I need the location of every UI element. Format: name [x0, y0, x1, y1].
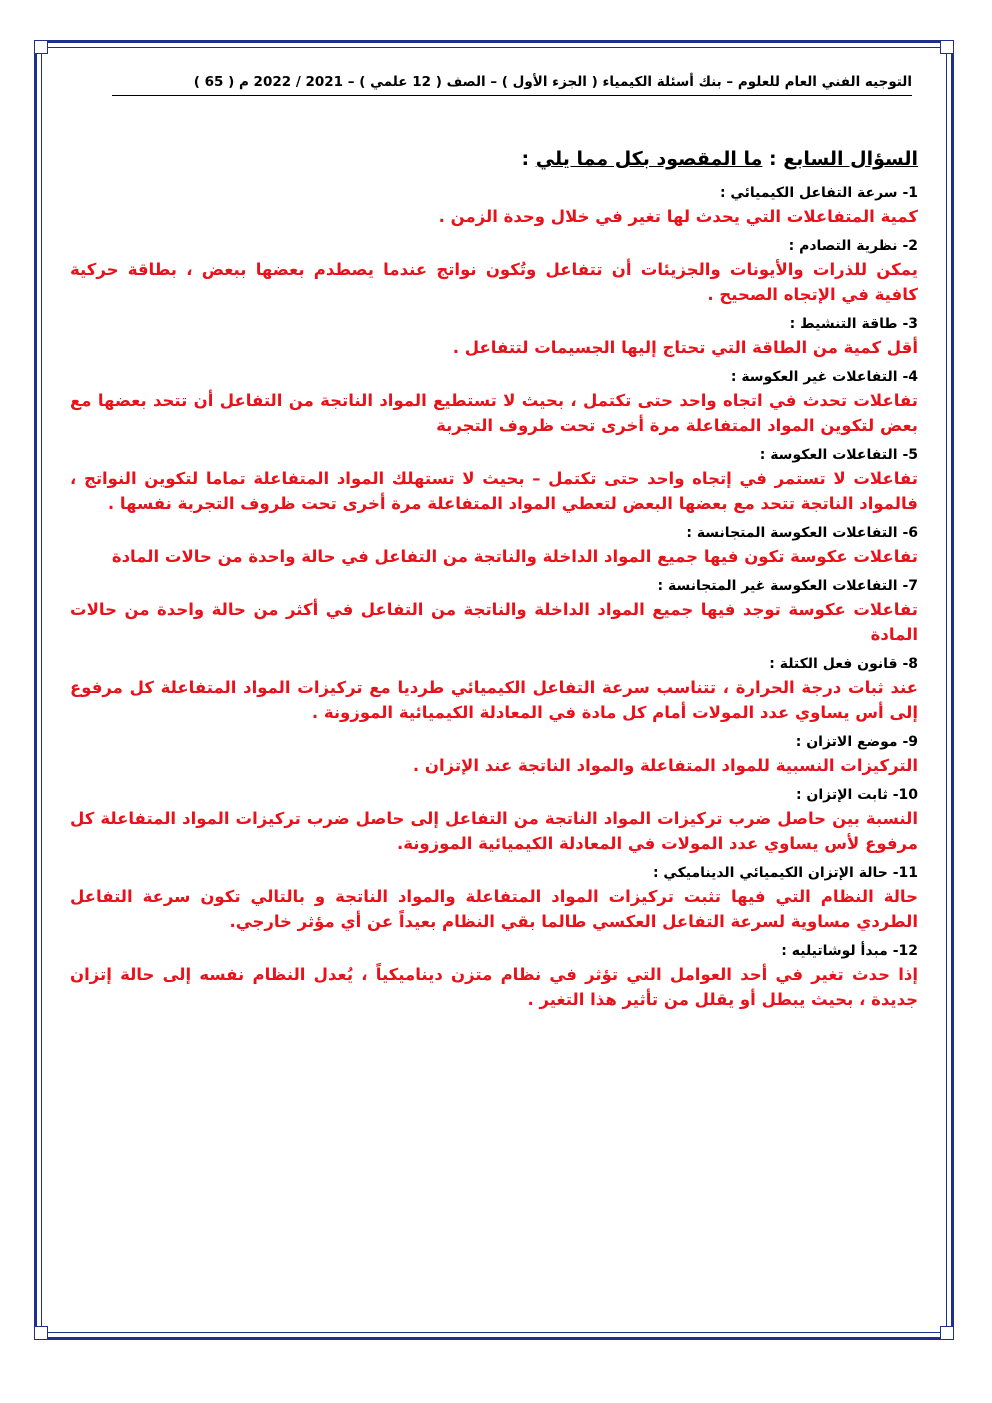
term-name: التفاعلات العكوسة غير المتجانسة: [667, 578, 898, 594]
list-item: [70, 235, 918, 307]
term-colon: :: [795, 787, 807, 803]
term-name: التفاعلات العكوسة: [770, 447, 898, 463]
term-colon: :: [769, 656, 780, 672]
term-definition: كمية المتفاعلات التي يحدث لها تغير في خلال وحدة الزمن .: [438, 207, 918, 226]
term-name: مبدأ لوشاتيليه: [791, 943, 888, 959]
term-definition: التركيزات النسبية للمواد المتفاعلة والمواد الناتجة عند الإتزان .: [412, 756, 918, 775]
term-number: 7-: [902, 578, 918, 594]
term-heading: [70, 653, 918, 675]
question-prompt: ما المقصود بكل مما يلي: [535, 148, 763, 170]
term-number: 1-: [902, 185, 918, 201]
list-item: [70, 731, 918, 778]
term-heading: [70, 444, 918, 466]
term-definition: تفاعلات عكوسة توجد فيها جميع المواد الداخلة والناتجة من التفاعل في أكثر من حالة واحدة من حالات المادة: [70, 600, 918, 644]
term-name: سرعة التفاعل الكيميائي: [730, 185, 898, 201]
list-item: [70, 366, 918, 438]
term-heading: [70, 575, 918, 597]
term-heading: [70, 366, 918, 388]
term-number: 8-: [902, 656, 918, 672]
term-number: 12-: [892, 943, 918, 959]
list-item: [70, 444, 918, 516]
question-title: [70, 148, 918, 174]
term-number: 9-: [902, 734, 918, 750]
term-colon: :: [730, 369, 742, 385]
term-colon: :: [719, 185, 731, 201]
border-corner-ornament: [940, 1326, 954, 1340]
term-number: 11-: [892, 865, 918, 881]
term-heading: [70, 940, 918, 962]
list-item: [70, 940, 918, 1012]
term-definition: عند ثبات درجة الحرارة ، تتناسب سرعة التفاعل الكيميائي طرديا مع تركيزات المواد المتفاعلة كل مرفوع إلى أس يساوي عدد المولات أمام كل مادة في المعادلة الكيميائية الموزونة .: [70, 678, 918, 722]
list-item: [70, 182, 918, 229]
term-heading: [70, 522, 918, 544]
term-colon: :: [789, 316, 801, 332]
list-item: [70, 784, 918, 856]
term-heading: [70, 731, 918, 753]
term-number: 5-: [902, 447, 918, 463]
term-heading: [70, 862, 918, 884]
term-colon: :: [652, 865, 664, 881]
term-name: حالة الإتزان الكيميائي الديناميكي: [663, 865, 888, 881]
list-item: [70, 862, 918, 934]
list-item: [70, 313, 918, 360]
term-name: موضع الاتزان: [806, 734, 898, 750]
list-item: [70, 522, 918, 569]
term-colon: :: [657, 578, 668, 594]
term-definition: النسبة بين حاصل ضرب تركيزات المواد الناتجة من التفاعل إلى حاصل ضرب تركيزات المواد المتفاعلة كل مرفوع لأس يساوي عدد المولات في المعادلة الكيميائية الموزونة.: [70, 809, 918, 853]
term-number: 10-: [892, 787, 918, 803]
term-colon: :: [686, 525, 697, 541]
term-heading: [70, 235, 918, 257]
question-section: [70, 148, 918, 1012]
list-item: [70, 575, 918, 647]
term-colon: :: [795, 734, 807, 750]
term-definition: تفاعلات لا تستمر في إتجاه واحد حتى تكتمل – بحيث لا تستهلك المواد المتفاعلة تماما لتكوين النواتج ، فالمواد الناتجة تتحد مع بعضها البعض لتعطي المواد المتفاعلة مرة أخرى تحت ظروف التجربة نفسها .: [70, 469, 918, 513]
term-colon: :: [781, 943, 792, 959]
term-name: التفاعلات غير العكوسة: [741, 369, 898, 385]
term-name: طاقة التنشيط: [800, 316, 898, 332]
header-divider: [112, 95, 912, 96]
term-colon: :: [759, 447, 771, 463]
term-definition: يمكن للذرات والأيونات والجزيئات أن تتفاعل وتُكون نواتج عندما يصطدم بعضها ببعض ، بطاقة حركية كافية في الإتجاه الصحيح .: [70, 260, 918, 304]
term-heading: [70, 784, 918, 806]
border-corner-ornament: [34, 1326, 48, 1340]
border-corner-ornament: [34, 40, 48, 54]
term-number: 6-: [902, 525, 918, 541]
term-heading: [70, 313, 918, 335]
term-number: 3-: [902, 316, 918, 332]
term-number: 2-: [902, 238, 918, 254]
question-label: السؤال السابع: [783, 148, 918, 170]
term-name: ثابت الإتزان: [806, 787, 888, 803]
term-definition: تفاعلات عكوسة تكون فيها جميع المواد الداخلة والناتجة من التفاعل في حالة واحدة من حالات المادة: [111, 547, 918, 566]
term-definition: حالة النظام التي فيها تثبت تركيزات المواد المتفاعلة والمواد الناتجة و بالتالي تكون سرعة التفاعل الطردي مساوية لسرعة التفاعل العكسي طالما بقي النظام بعيداً عن أي مؤثر خارجي.: [70, 887, 918, 931]
list-item: [70, 653, 918, 725]
question-separator: :: [762, 148, 784, 170]
term-name: قانون فعل الكتلة: [779, 656, 898, 672]
term-definition: تفاعلات تحدث في اتجاه واحد حتى تكتمل ، بحيث لا تستطيع المواد الناتجة من التفاعل أن تتحد بعضها مع بعض لتكوين المواد المتفاعلة مرة أخرى تحت ظروف التجربة: [70, 391, 918, 435]
border-corner-ornament: [940, 40, 954, 54]
term-name: نظرية التصادم: [799, 238, 898, 254]
term-name: التفاعلات العكوسة المتجانسة: [696, 525, 898, 541]
question-suffix: :: [521, 148, 536, 170]
term-definition: أقل كمية من الطاقة التي تحتاج إليها الجسيمات لتتفاعل .: [452, 338, 918, 357]
page-header: التوجيه الفني العام للعلوم – بنك أسئلة الكيمياء ( الجزء الأول ) – الصف ( 12 علمي ) – 2021 / 2022 م ( 65 ): [193, 74, 912, 90]
term-number: 4-: [902, 369, 918, 385]
term-definition: إذا حدث تغير في أحد العوامل التي تؤثر في نظام متزن ديناميكياً ، يُعدل النظام نفسه إلى حالة إتزان جديدة ، بحيث يبطل أو يقلل من تأثير هذا التغير .: [70, 965, 918, 1009]
term-heading: [70, 182, 918, 204]
term-colon: :: [788, 238, 800, 254]
